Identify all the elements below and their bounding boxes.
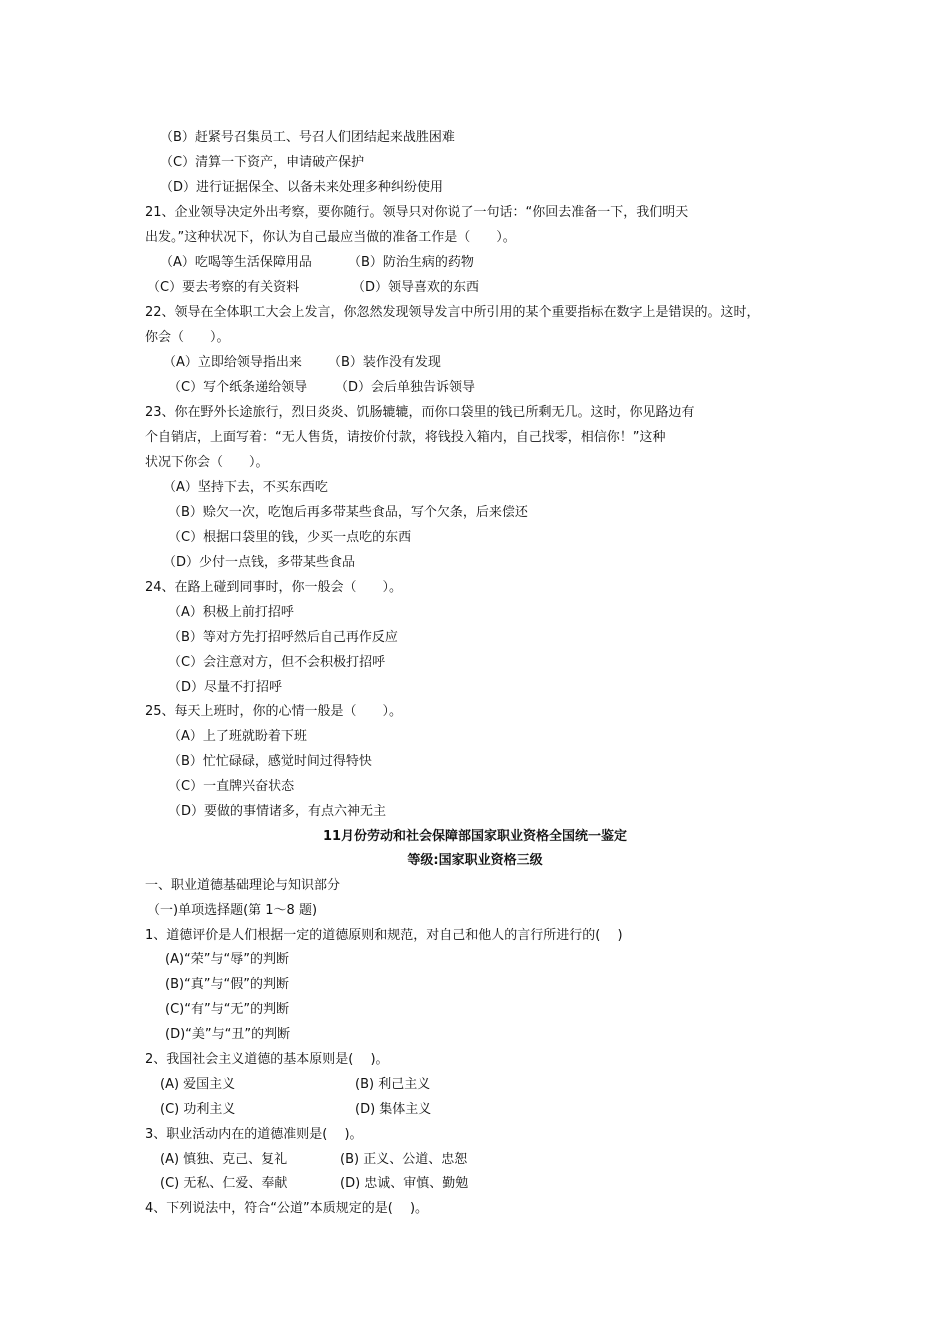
exam-level: 等级:国家职业资格三级 bbox=[407, 853, 543, 868]
e1-option-b: (B)“真”与“假”的判断 bbox=[165, 977, 290, 992]
q24-stem: 24、在路上碰到同事时，你一般会（ ）。 bbox=[145, 580, 403, 595]
q22-stem-line-2: 你会（ ）。 bbox=[145, 330, 230, 345]
q21-options-row-2 bbox=[147, 279, 647, 297]
q21-option-b: （B）防治生病的药物 bbox=[348, 255, 474, 270]
e2-stem: 2、我国社会主义道德的基本原则是( )。 bbox=[145, 1052, 389, 1067]
section-heading: 一、职业道德基础理论与知识部分 bbox=[145, 878, 341, 893]
q22-option-d: （D）会后单独告诉领导 bbox=[335, 380, 476, 395]
q21-option-c: （C）要去考察的有关资料 bbox=[147, 280, 300, 295]
e1-option-c: (C)“有”与“无”的判断 bbox=[165, 1002, 290, 1017]
q22-stem-line-1: 22、领导在全体职工大会上发言，你忽然发现领导发言中所引用的某个重要指标在数字上是错误的。这时， bbox=[145, 305, 760, 320]
e2-options-row-1 bbox=[160, 1076, 560, 1094]
e1-option-d: (D)“美”与“丑”的判断 bbox=[165, 1027, 291, 1042]
e3-stem: 3、职业活动内在的道德准则是( )。 bbox=[145, 1127, 363, 1142]
e2-option-a: (A) 爱国主义 bbox=[160, 1077, 236, 1092]
e3-options-row-2 bbox=[160, 1175, 560, 1193]
q24-option-c: （C）会注意对方，但不会积极打招呼 bbox=[168, 655, 386, 670]
subsection-heading: （一)单项选择题(第 1～8 题) bbox=[147, 903, 318, 918]
q24-option-b: （B）等对方先打招呼然后自己再作反应 bbox=[168, 630, 398, 645]
q22-option-c: （C）写个纸条递给领导 bbox=[168, 380, 308, 395]
e1-stem: 1、道德评价是人们根据一定的道德原则和规范，对自己和他人的言行所进行的( ) bbox=[145, 928, 623, 943]
q25-option-a: （A）上了班就盼着下班 bbox=[168, 729, 307, 744]
q22-options-row-1 bbox=[163, 354, 663, 372]
q24-option-a: （A）积极上前打招呼 bbox=[168, 605, 294, 620]
e3-option-a: (A) 慎独、克己、复礼 bbox=[160, 1152, 288, 1167]
e3-option-d: (D) 忠诚、审慎、勤勉 bbox=[340, 1176, 469, 1191]
q23-stem-line-3: 状况下你会（ ）。 bbox=[145, 455, 269, 470]
q23-option-b: （B）赊欠一次，吃饱后再多带某些食品，写个欠条，后来偿还 bbox=[168, 505, 528, 520]
e3-options-row-1 bbox=[160, 1151, 560, 1169]
q21-option-d: （D）领导喜欢的东西 bbox=[352, 280, 480, 295]
e2-options-row-2 bbox=[160, 1101, 560, 1119]
q25-option-c: （C）一直牌兴奋状态 bbox=[168, 779, 295, 794]
q22-option-b: （B）装作没有发现 bbox=[328, 355, 441, 370]
q20-option-b: （B）赶紧号召集员工、号召人们团结起来战胜困难 bbox=[160, 130, 455, 145]
q23-stem-line-2: 个自销店，上面写着：“无人售货，请按价付款，将钱投入箱内，自己找零，相信你！”这种 bbox=[145, 430, 666, 445]
q23-option-a: （A）坚持下去，不买东西吃 bbox=[163, 480, 328, 495]
q23-stem-line-1: 23、你在野外长途旅行，烈日炎炎、饥肠辘辘，而你口袋里的钱已所剩无几。这时，你见路边有 bbox=[145, 405, 695, 420]
q20-option-d: （D）进行证据保全、以备未来处理多种纠纷使用 bbox=[160, 180, 444, 195]
q21-stem-line-1: 21、企业领导决定外出考察，要你随行。领导只对你说了一句话：“你回去准备一下，我们明天 bbox=[145, 205, 689, 220]
e4-stem: 4、下列说法中，符合“公道”本质规定的是( )。 bbox=[145, 1201, 429, 1216]
q25-option-b: （B）忙忙碌碌，感觉时间过得特快 bbox=[168, 754, 372, 769]
q22-option-a: （A）立即给领导指出来 bbox=[163, 355, 302, 370]
q22-options-row-2 bbox=[168, 379, 668, 397]
q23-option-c: （C）根据口袋里的钱，少买一点吃的东西 bbox=[168, 530, 412, 545]
q25-option-d: （D）要做的事情诸多，有点六神无主 bbox=[168, 804, 387, 819]
e3-option-c: (C) 无私、仁爱、奉献 bbox=[160, 1176, 288, 1191]
q21-option-a: （A）吃喝等生活保障用品 bbox=[160, 255, 312, 270]
e1-option-a: (A)“荣”与“辱”的判断 bbox=[165, 952, 289, 967]
e2-option-b: (B) 利己主义 bbox=[355, 1077, 431, 1092]
e2-option-c: (C) 功利主义 bbox=[160, 1102, 236, 1117]
q25-stem: 25、每天上班时，你的心情一般是（ ）。 bbox=[145, 704, 403, 719]
q21-stem-line-2: 出发。”这种状况下，你认为自己最应当做的准备工作是（ ）。 bbox=[145, 230, 516, 245]
q23-option-d: （D）少付一点钱，多带某些食品 bbox=[163, 555, 356, 570]
q20-option-c: （C）清算一下资产，申请破产保护 bbox=[160, 155, 365, 170]
e2-option-d: (D) 集体主义 bbox=[355, 1102, 432, 1117]
exam-title: 11月份劳动和社会保障部国家职业资格全国统一鉴定 bbox=[322, 829, 628, 844]
q24-option-d: （D）尽量不打招呼 bbox=[168, 680, 283, 695]
e3-option-b: (B) 正义、公道、忠恕 bbox=[340, 1152, 468, 1167]
q21-options-row-1 bbox=[160, 254, 660, 272]
